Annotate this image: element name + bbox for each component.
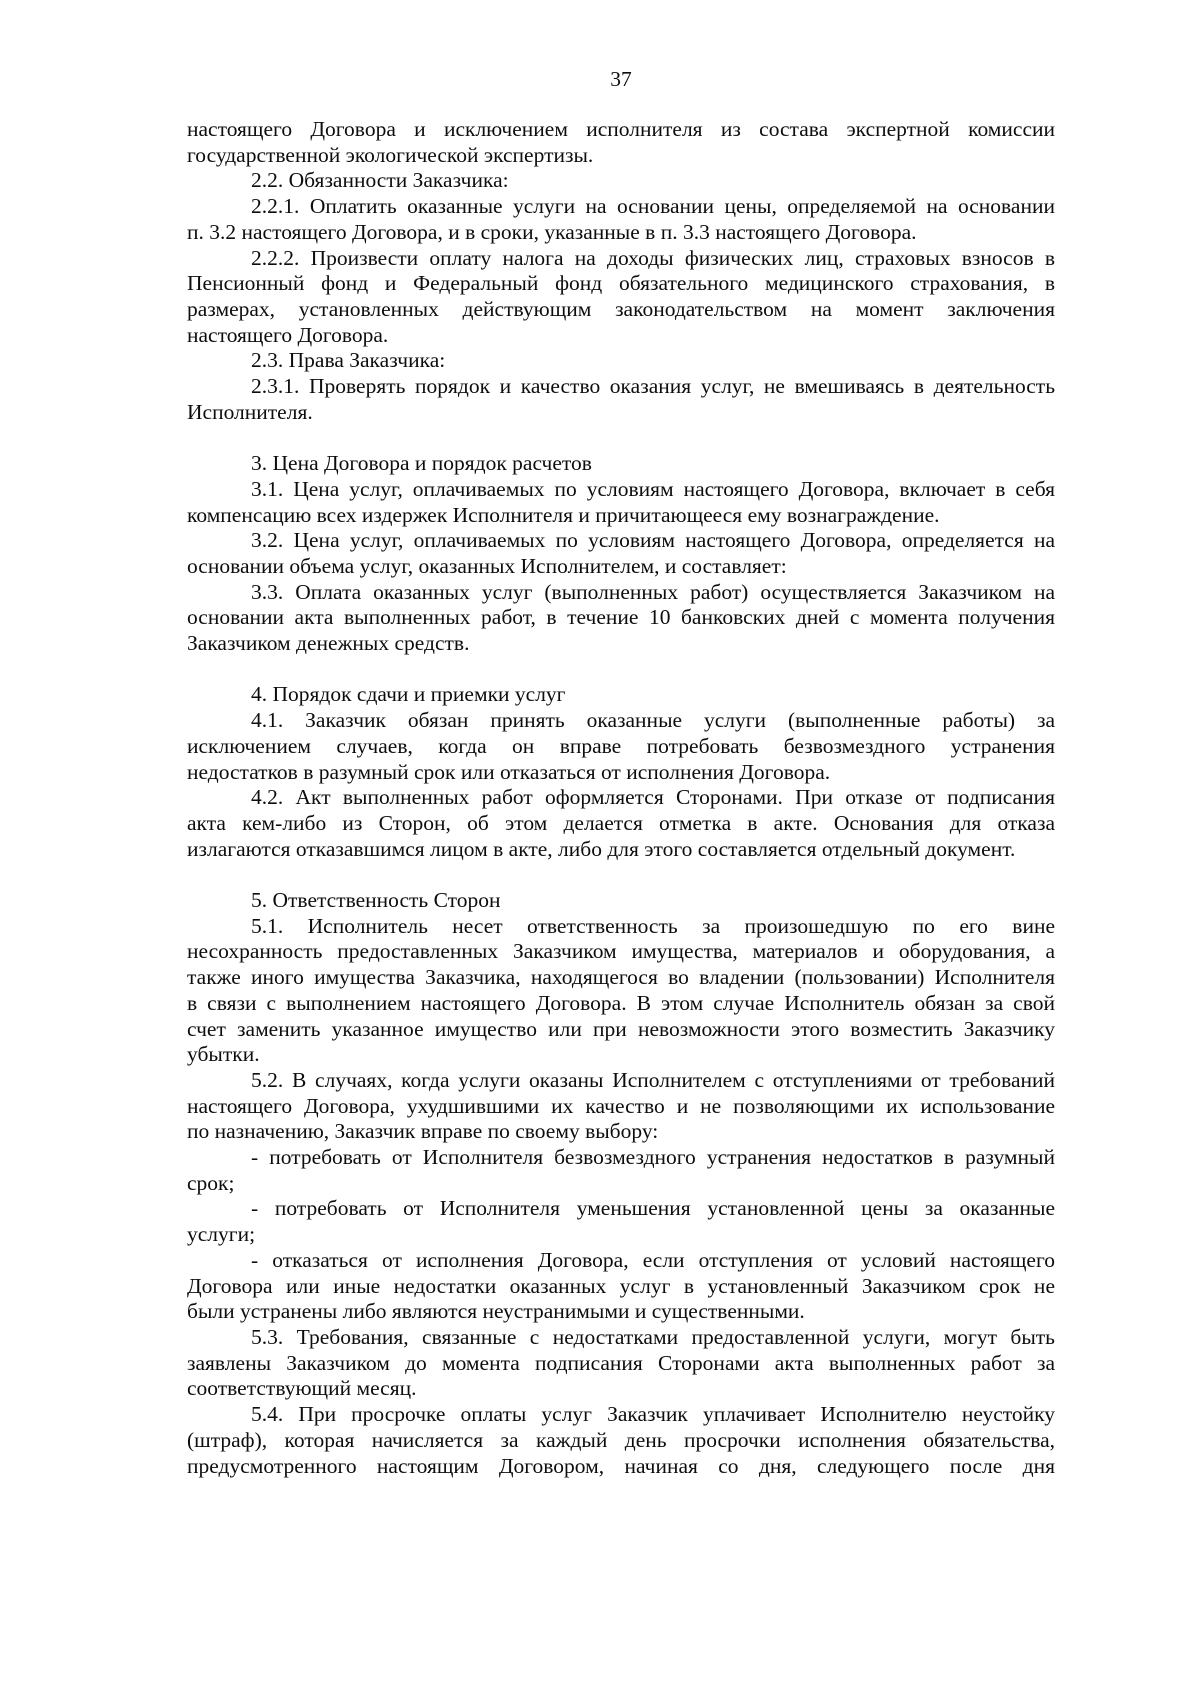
- text-line: 5.1. Исполнитель несет ответственность за произошедшую по его вине: [251, 913, 1055, 938]
- text-line: 3.1. Цена услуг, оплачиваемых по условиям настоящего Договора, включает в себя: [251, 476, 1055, 501]
- text-line: Исполнителя.: [187, 399, 313, 424]
- text-line: 3.2. Цена услуг, оплачиваемых по условиям настоящего Договора, определяется на: [251, 528, 1055, 553]
- paragraph: [187, 477, 1055, 528]
- text-line: счет заменить указанное имущество или при невозможности этого возместить Заказчику: [187, 1016, 1055, 1041]
- section-heading: 5. Ответственность Сторон: [251, 888, 501, 913]
- text-line: срок;: [187, 1170, 235, 1195]
- paragraph: [187, 117, 1055, 168]
- text-line: 2.2.1. Оплатить оказанные услуги на основании цены, определяемой на основании: [251, 194, 1055, 219]
- text-line: 5.4. При просрочке оплаты услуг Заказчик уплачивает Исполнителю неустойку: [251, 1402, 1055, 1427]
- text-line: убытки.: [187, 1042, 260, 1067]
- text-line: заявлены Заказчиком до момента подписания Сторонами акта выполненных работ за: [187, 1350, 1055, 1375]
- text-line: - потребовать от Исполнителя уменьшения установленной цены за оказанные: [251, 1196, 1055, 1221]
- text-line: настоящего Договора, ухудшившими их качество и не позволяющими их использование: [187, 1093, 1055, 1118]
- text-line: недостатков в разумный срок или отказаться от исполнения Договора.: [187, 759, 831, 784]
- text-line: 3.3. Оплата оказанных услуг (выполненных работ) осуществляется Заказчиком на: [251, 579, 1055, 604]
- paragraph: [187, 1325, 1055, 1402]
- page-number: 37: [610, 67, 632, 91]
- text-line: основании объема услуг, оказанных Исполнителем, и составляет:: [187, 553, 787, 578]
- text-line: 2.3.1. Проверять порядок и качество оказания услуг, не вмешиваясь в деятельность: [251, 374, 1055, 399]
- text-line: в связи с выполнением настоящего Договора. В этом случае Исполнитель обязан за свой: [187, 990, 1055, 1015]
- paragraph: [187, 374, 1055, 425]
- text-line: основании акта выполненных работ, в течение 10 банковских дней с момента получения: [187, 605, 1055, 630]
- text-line: Пенсионный фонд и Федеральный фонд обязательного медицинского страхования, в: [187, 271, 1055, 296]
- section-3: [187, 451, 1055, 657]
- paragraph: [187, 1068, 1055, 1145]
- paragraph: [187, 194, 1055, 245]
- text-line: - отказаться от исполнения Договора, если отступления от условий настоящего: [251, 1247, 1055, 1272]
- subsection-heading: [187, 168, 1055, 194]
- text-line: Заказчиком денежных средств.: [187, 631, 470, 656]
- paragraph: [187, 580, 1055, 657]
- section-heading: 3. Цена Договора и порядок расчетов: [251, 451, 592, 476]
- section-2-continued: [187, 117, 1055, 425]
- text-line: настоящего Договора и исключением исполнителя из состава экспертной комиссии: [187, 117, 1055, 141]
- list-item: [187, 1196, 1055, 1247]
- document-body: [187, 117, 1055, 1479]
- text-line: 2.3. Права Заказчика:: [251, 348, 446, 373]
- paragraph: [187, 914, 1055, 1068]
- paragraph: [187, 1402, 1055, 1479]
- paragraph: [187, 708, 1055, 785]
- paragraph: [187, 785, 1055, 862]
- text-line: - потребовать от Исполнителя безвозмездного устранения недостатков в разумный: [251, 1145, 1055, 1170]
- text-line: 2.2. Обязанности Заказчика:: [251, 168, 509, 193]
- text-line: Договора или иные недостатки оказанных услуг в установленный Заказчиком срок не: [187, 1273, 1055, 1298]
- text-line: акта кем-либо из Сторон, об этом делается отметка в акте. Основания для отказа: [187, 810, 1055, 835]
- text-line: были устранены либо являются неустранимыми и существенными.: [187, 1299, 805, 1324]
- text-line: (штраф), которая начисляется за каждый день просрочки исполнения обязательства,: [187, 1427, 1055, 1452]
- text-line: по назначению, Заказчик вправе по своему выбору:: [187, 1119, 659, 1144]
- text-line: несохранность предоставленных Заказчиком имущества, материалов и оборудования, а: [187, 939, 1055, 964]
- text-line: услуги;: [187, 1222, 256, 1247]
- text-line: 4.1. Заказчик обязан принять оказанные услуги (выполненные работы) за: [251, 708, 1055, 733]
- section-heading: 4. Порядок сдачи и приемки услуг: [251, 682, 566, 707]
- text-line: также иного имущества Заказчика, находящегося во владении (пользовании) Исполнителя: [187, 965, 1055, 990]
- list-item: [187, 1248, 1055, 1325]
- section-5: [187, 888, 1055, 1479]
- text-line: компенсацию всех издержек Исполнителя и причитающееся ему вознаграждение.: [187, 502, 940, 527]
- paragraph: [187, 528, 1055, 579]
- text-line: размерах, установленных действующим законодательством на момент заключения: [187, 296, 1055, 321]
- text-line: 4.2. Акт выполненных работ оформляется Сторонами. При отказе от подписания: [251, 785, 1055, 810]
- subsection-heading: [187, 348, 1055, 374]
- paragraph: [187, 246, 1055, 349]
- text-line: 5.2. В случаях, когда услуги оказаны Исполнителем с отступлениями от требований: [251, 1067, 1055, 1092]
- text-line: государственной экологической экспертизы.: [187, 142, 594, 167]
- list-item: [187, 1145, 1055, 1196]
- text-line: исключением случаев, когда он вправе потребовать безвозмездного устранения: [187, 733, 1055, 758]
- text-line: п. 3.2 настоящего Договора, и в сроки, указанные в п. 3.3 настоящего Договора.: [187, 219, 917, 244]
- section-4: [187, 682, 1055, 862]
- text-line: 5.3. Требования, связанные с недостатками предоставленной услуги, могут быть: [251, 1325, 1055, 1349]
- text-line: 2.2.2. Произвести оплату налога на доходы физических лиц, страховых взносов в: [251, 245, 1055, 270]
- text-line: предусмотренного настоящим Договором, начиная со дня, следующего после дня: [187, 1453, 1055, 1478]
- text-line: настоящего Договора.: [187, 322, 389, 347]
- text-line: излагаются отказавшимся лицом в акте, либо для этого составляется отдельный документ.: [187, 836, 1016, 861]
- text-line: соответствующий месяц.: [187, 1376, 417, 1401]
